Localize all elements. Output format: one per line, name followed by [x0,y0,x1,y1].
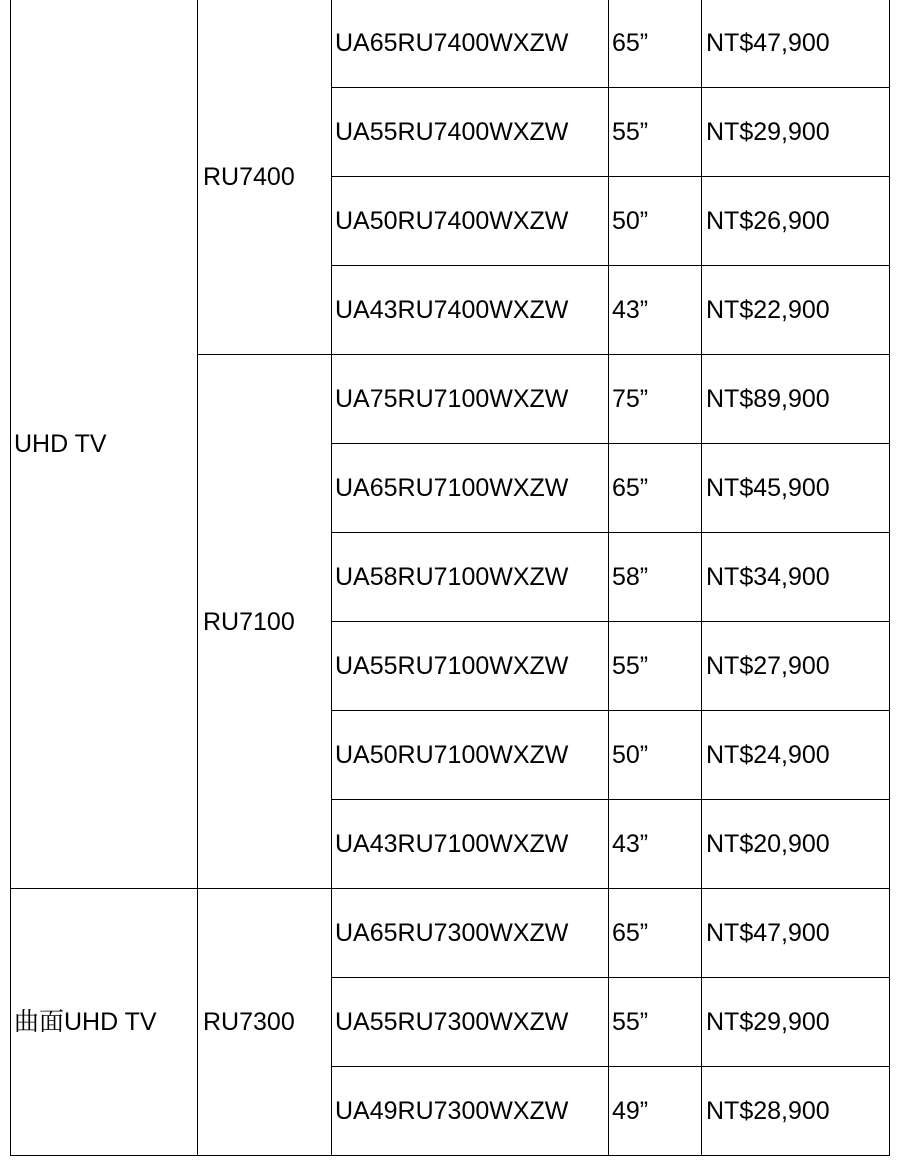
model-cell: UA43RU7400WXZW [332,266,609,355]
size-cell: 43” [609,800,702,889]
size-cell: 65” [609,0,702,88]
model-cell: UA65RU7300WXZW [332,889,609,978]
price-cell: NT$45,900 [702,444,890,533]
price-cell: NT$27,900 [702,622,890,711]
model-cell: UA55RU7400WXZW [332,88,609,177]
size-cell: 50” [609,177,702,266]
size-cell: 55” [609,88,702,177]
model-cell: UA50RU7400WXZW [332,177,609,266]
price-table [10,0,890,1156]
price-cell: NT$20,900 [702,800,890,889]
size-cell: 75” [609,355,702,444]
model-cell: UA49RU7300WXZW [332,1067,609,1156]
price-cell: NT$28,900 [702,1067,890,1156]
price-cell: NT$29,900 [702,88,890,177]
series-cell: RU7400 [198,0,332,355]
model-cell: UA75RU7100WXZW [332,355,609,444]
size-cell: 55” [609,978,702,1067]
model-cell: UA43RU7100WXZW [332,800,609,889]
price-cell: NT$29,900 [702,978,890,1067]
model-cell: UA50RU7100WXZW [332,711,609,800]
category-cell: UHD TV [11,0,198,889]
price-cell: NT$26,900 [702,177,890,266]
price-cell: NT$34,900 [702,533,890,622]
series-cell: RU7100 [198,355,332,889]
size-cell: 49” [609,1067,702,1156]
table-row [11,0,890,88]
price-cell: NT$47,900 [702,889,890,978]
model-cell: UA65RU7100WXZW [332,444,609,533]
price-cell: NT$22,900 [702,266,890,355]
model-cell: UA55RU7300WXZW [332,978,609,1067]
model-cell: UA55RU7100WXZW [332,622,609,711]
price-cell: NT$24,900 [702,711,890,800]
size-cell: 65” [609,889,702,978]
size-cell: 50” [609,711,702,800]
model-cell: UA58RU7100WXZW [332,533,609,622]
size-cell: 58” [609,533,702,622]
size-cell: 65” [609,444,702,533]
size-cell: 55” [609,622,702,711]
price-cell: NT$47,900 [702,0,890,88]
series-cell: RU7300 [198,889,332,1156]
category-cell: 曲面UHD TV [11,889,198,1156]
size-cell: 43” [609,266,702,355]
price-cell: NT$89,900 [702,355,890,444]
table-row [11,889,890,978]
model-cell: UA65RU7400WXZW [332,0,609,88]
